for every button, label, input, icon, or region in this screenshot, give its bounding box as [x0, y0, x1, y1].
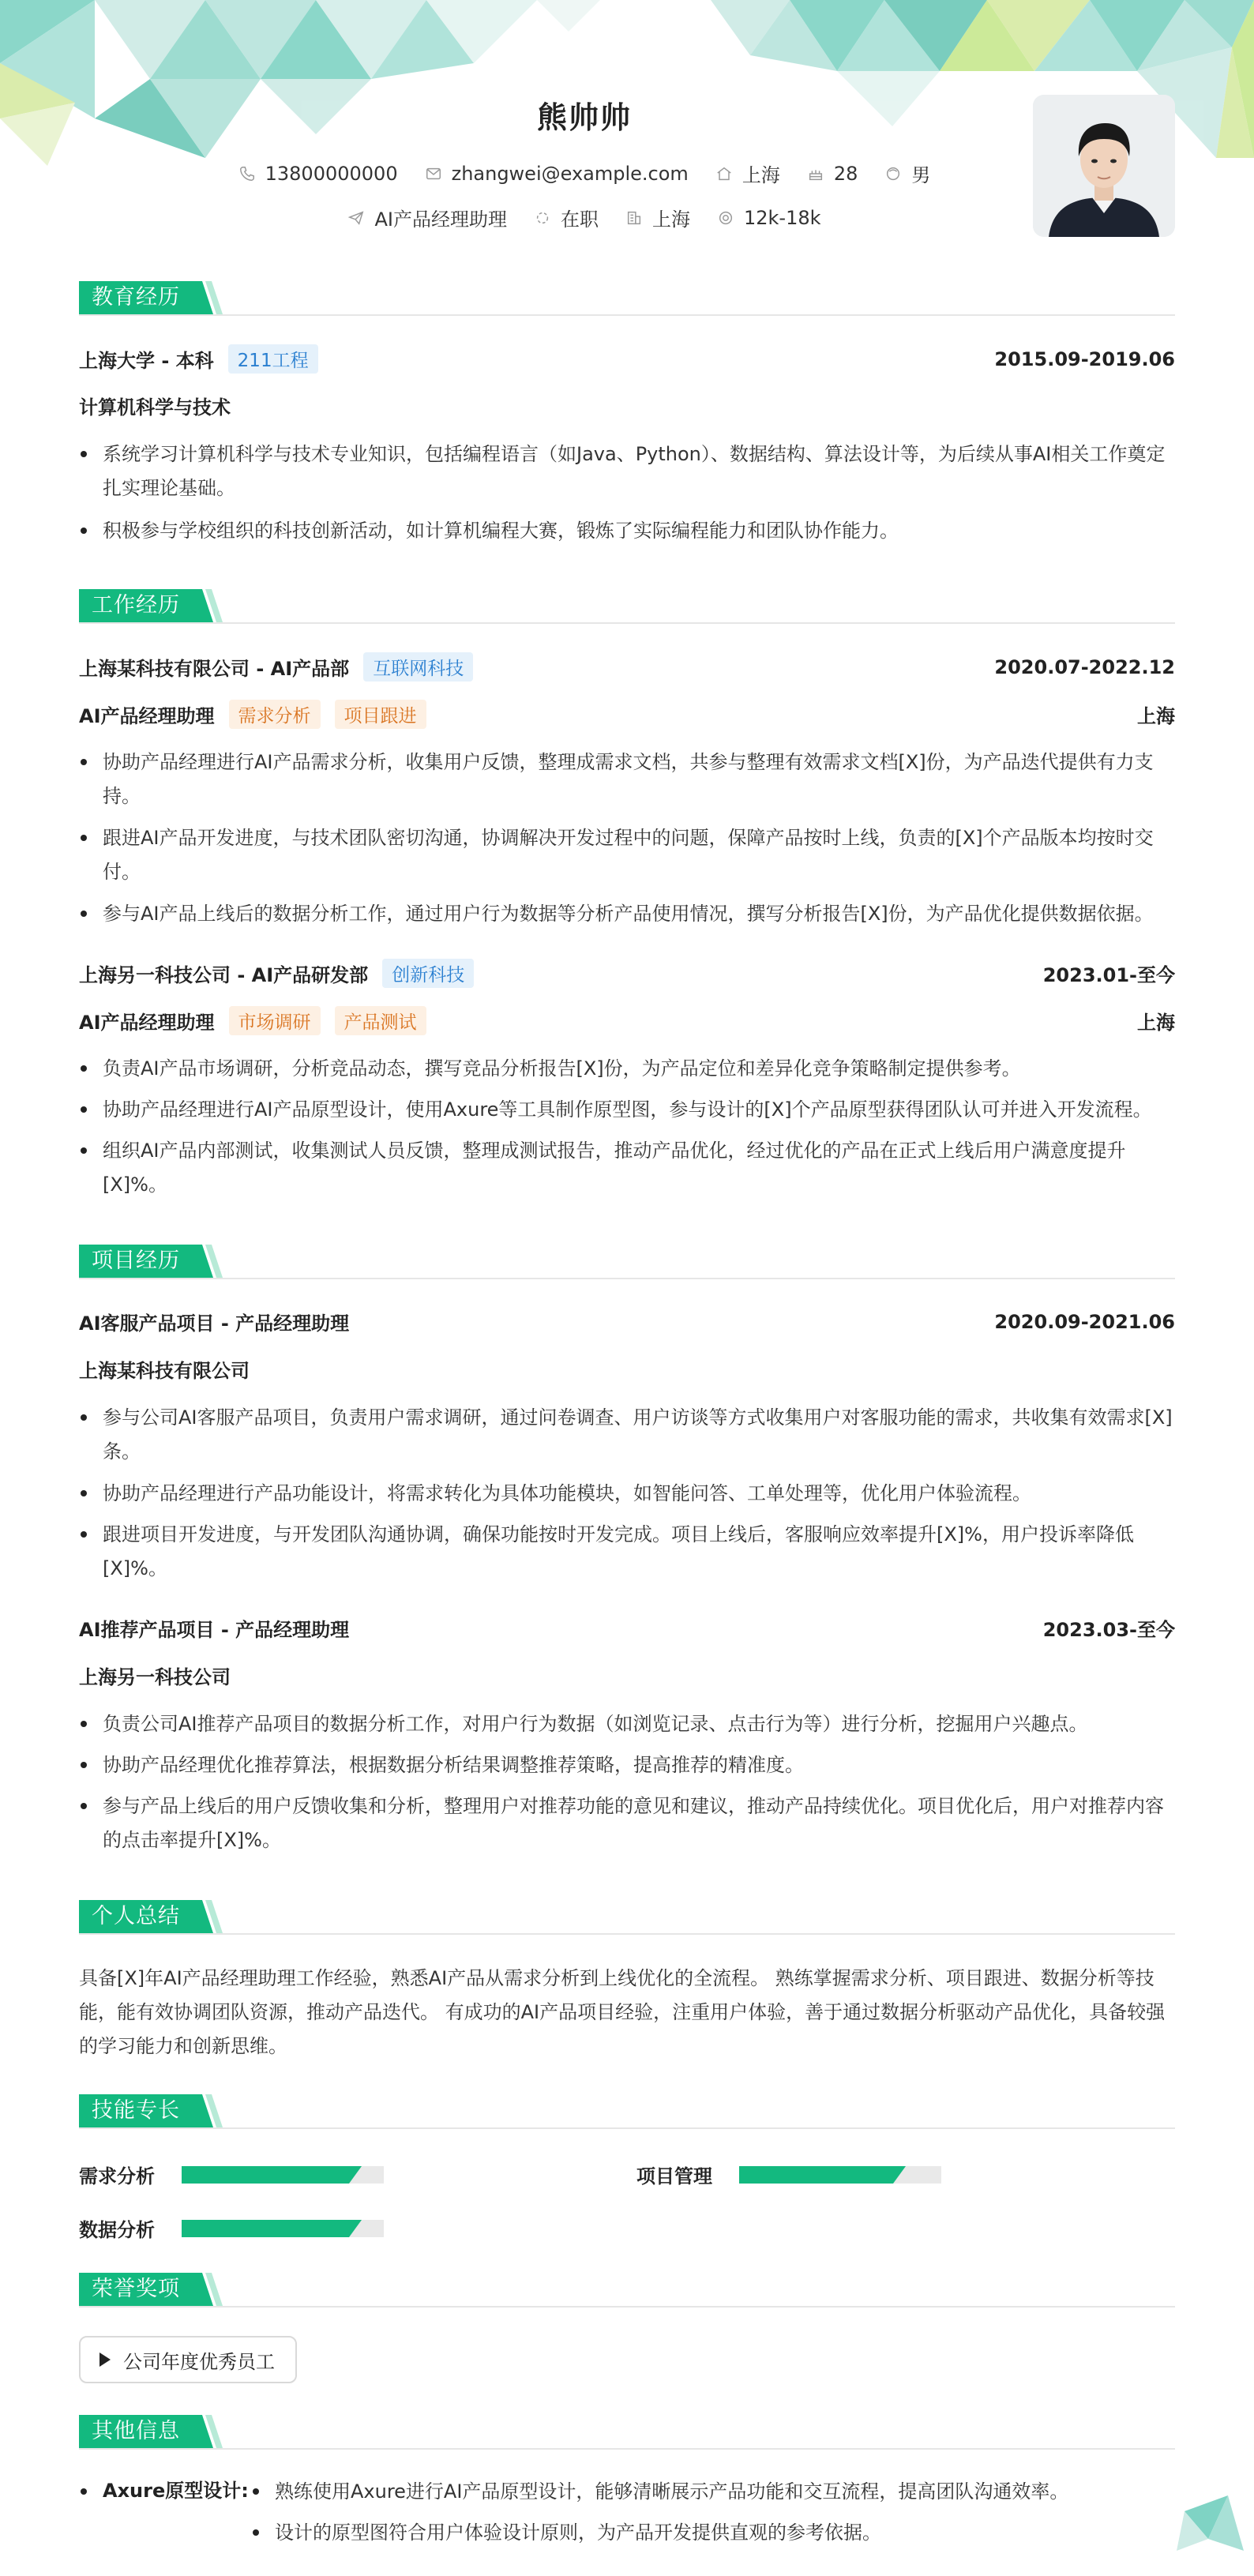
job-location: 上海 [1137, 705, 1175, 727]
project-company: 上海另一科技公司 [79, 1666, 231, 1688]
job-bullet: 参与AI产品上线后的数据分析工作，通过用户行为数据等分析产品使用情况，撰写分析报告[X]份，为产品优化提供数据依据。 [79, 897, 1175, 931]
section-divider [79, 2448, 1175, 2450]
project-company-row [79, 1662, 1175, 1689]
email-text: zhangwei@example.com [451, 162, 689, 185]
job-role-row [79, 700, 1175, 729]
phone-icon [238, 165, 256, 182]
other-section-header [79, 2415, 1175, 2448]
industry-tag: 创新科技 [382, 959, 474, 988]
company-name: 上海另一科技公司 - AI产品研发部 [79, 964, 369, 986]
candidate-name: 熊帅帅 [536, 100, 632, 135]
job-header-row [79, 652, 1175, 682]
school-name: 上海大学 - 本科 [79, 350, 214, 372]
section-divider [79, 2306, 1175, 2308]
skill-name: 项目管理 [636, 2165, 712, 2187]
section-tail-decoration [191, 281, 226, 314]
job-role: AI产品经理助理 [79, 1012, 215, 1034]
skill-fill [182, 2166, 349, 2184]
project-bullet: 参与公司AI客服产品项目，负责用户需求调研，通过问卷调查、用户访谈等方式收集用户对客服功能的需求，共收集有效需求[X]条。 [79, 1401, 1175, 1469]
mail-icon [425, 165, 442, 182]
section-title: 个人总结 [79, 1900, 193, 1933]
project-date: 2023.03-至今 [1042, 1619, 1175, 1641]
project-name: AI推荐产品项目 - 产品经理助理 [79, 1619, 350, 1641]
age-item [807, 163, 858, 185]
city-item [715, 160, 780, 187]
section-title: 教育经历 [79, 281, 193, 314]
target-city-text: 上海 [651, 208, 690, 231]
skill-tag: 产品测试 [335, 1006, 426, 1035]
job-bullet: 组织AI产品内部测试，收集测试人员反馈，整理成测试报告，推动产品优化，经过优化的产品在正式上线后用户满意度提升[X]%。 [79, 1134, 1175, 1202]
project-bullet: 协助产品经理优化推荐算法，根据数据分析结果调整推荐策略，提高推荐的精准度。 [79, 1748, 1175, 1782]
section-title: 荣誉奖项 [79, 2273, 193, 2306]
phone-text: 13800000000 [265, 162, 398, 185]
skill-tag: 需求分析 [229, 700, 321, 729]
award-text: 公司年度优秀员工 [123, 2350, 275, 2373]
section-title: 项目经历 [79, 1245, 193, 1278]
project-header-row [79, 1614, 1175, 1642]
section-divider [79, 1933, 1175, 1935]
job-intent-line [0, 204, 1169, 231]
play-icon [99, 2353, 111, 2367]
avatar-portrait [1033, 95, 1175, 237]
building-icon [625, 209, 643, 227]
education-section-header [79, 281, 1175, 314]
cake-icon [807, 165, 824, 182]
project-bullet: 参与产品上线后的用户反馈收集和分析，整理用户对推荐功能的意见和建议，推动产品持续优化。项目优化后，用户对推荐内容的点击率提升[X]%。 [79, 1789, 1175, 1857]
job-header-row [79, 959, 1175, 988]
job-bullet: 协助产品经理进行AI产品原型设计，使用Axure等工具制作原型图，参与设计的[X]个产品原型获得团队认可并进入开发流程。 [79, 1093, 1175, 1127]
contact-line [0, 160, 1169, 187]
section-title: 技能专长 [79, 2094, 193, 2127]
project-name: AI客服产品项目 - 产品经理助理 [79, 1312, 350, 1335]
gender-icon [884, 165, 902, 182]
project-section-header [79, 1245, 1175, 1278]
school-tag: 211工程 [228, 344, 318, 374]
send-icon [347, 209, 365, 227]
phone-item [238, 163, 398, 185]
other-label: Axure原型设计: [103, 2480, 249, 2502]
company-name: 上海某科技有限公司 - AI产品部 [79, 658, 350, 680]
age-text: 28 [833, 162, 858, 185]
education-bullet: 系统学习计算机科学与技术专业知识，包括编程语言（如Java、Python）、数据结构、算法设计等，为后续从事AI相关工作奠定扎实理论基础。 [79, 437, 1175, 505]
skill-bar [182, 2220, 384, 2237]
salary-text: 12k-18k [743, 206, 821, 229]
project-bullet: 跟进项目开发进度，与开发团队沟通协调，确保功能按时开发完成。项目上线后，客服响应效率提升[X]%，用户投诉率降低[X]%。 [79, 1518, 1175, 1586]
summary-text: 具备[X]年AI产品经理助理工作经验，熟悉AI产品从需求分析到上线优化的全流程。 熟练掌握需求分析、项目跟进、数据分析等技能，能有效协调团队资源，推动产品迭代。 有成功的AI产品项目经验，注重用户体验，善于通过数据分析驱动产品优化，具备较强的学习能力和创新思维。 [79, 1967, 1166, 2057]
skill-tag: 项目跟进 [335, 700, 426, 729]
section-divider [79, 622, 1175, 624]
skill-fill [739, 2166, 893, 2184]
position-item [347, 204, 507, 231]
other-label-bullet [81, 2488, 87, 2495]
education-header-row [79, 344, 1175, 374]
section-title: 其他信息 [79, 2415, 193, 2448]
skill-item [79, 2161, 384, 2188]
job-role-row [79, 1006, 1175, 1035]
other-item: 熟练使用Axure进行AI产品原型设计，能够清晰展示产品功能和交互流程，提高团队沟通效率。 [251, 2475, 1175, 2509]
skill-item [79, 2214, 384, 2242]
email-item [425, 163, 689, 185]
skill-bar [182, 2166, 384, 2184]
section-divider [79, 2127, 1175, 2129]
skill-name: 数据分析 [79, 2219, 155, 2241]
target-city-item [625, 204, 690, 231]
industry-tag: 互联网科技 [363, 652, 473, 682]
job-date: 2023.01-至今 [1042, 964, 1175, 986]
job-bullet: 跟进AI产品开发进度，与技术团队密切沟通，协调解决开发过程中的问题，保障产品按时上线，负责的[X]个产品版本均按时交付。 [79, 821, 1175, 889]
awards-section-header [79, 2273, 1175, 2306]
section-title: 工作经历 [79, 589, 193, 622]
job-role: AI产品经理助理 [79, 705, 215, 727]
project-date: 2020.09-2021.06 [994, 1310, 1175, 1333]
job-bullet: 负责AI产品市场调研，分析竞品动态，撰写竞品分析报告[X]份，为产品定位和差异化竞争策略制定提供参考。 [79, 1052, 1175, 1086]
job-location: 上海 [1137, 1012, 1175, 1034]
other-item: 设计的原型图符合用户体验设计原则，为产品开发提供直观的参考依据。 [251, 2516, 1175, 2550]
section-tail-decoration [191, 1900, 226, 1933]
gender-text: 男 [911, 164, 931, 186]
skills-section-header [79, 2094, 1175, 2127]
gender-item [884, 160, 930, 187]
home-icon [715, 165, 733, 182]
section-divider [79, 314, 1175, 316]
project-header-row [79, 1308, 1175, 1335]
salary-item [717, 207, 821, 229]
skill-bar [739, 2166, 941, 2184]
project-bullet: 协助产品经理进行产品功能设计，将需求转化为具体功能模块，如智能问答、工单处理等，优化用户体验流程。 [79, 1477, 1175, 1511]
major-row [79, 392, 1175, 419]
job-date: 2020.07-2022.12 [994, 655, 1175, 678]
city-text: 上海 [742, 164, 780, 186]
skill-item [636, 2161, 941, 2188]
section-tail-decoration [191, 2415, 226, 2448]
education-date: 2015.09-2019.06 [994, 347, 1175, 370]
summary-section-header [79, 1900, 1175, 1933]
avatar [1033, 95, 1175, 237]
section-tail-decoration [191, 1245, 226, 1278]
coin-icon [717, 209, 734, 227]
award-badge [79, 2336, 297, 2383]
status-icon [534, 209, 551, 227]
section-tail-decoration [191, 2273, 226, 2306]
status-item [534, 204, 599, 231]
major-name: 计算机科学与技术 [79, 396, 231, 419]
status-text: 在职 [560, 208, 599, 231]
skill-fill [182, 2220, 349, 2237]
position-text: AI产品经理助理 [374, 208, 507, 231]
project-company: 上海某科技有限公司 [79, 1360, 250, 1382]
section-tail-decoration [191, 2094, 226, 2127]
project-bullet: 负责公司AI推荐产品项目的数据分析工作，对用户行为数据（如浏览记录、点击行为等）进行分析，挖掘用户兴趣点。 [79, 1707, 1175, 1741]
work-section-header [79, 589, 1175, 622]
skill-tag: 市场调研 [229, 1006, 321, 1035]
section-tail-decoration [191, 589, 226, 622]
education-bullet: 积极参与学校组织的科技创新活动，如计算机编程大赛，锻炼了实际编程能力和团队协作能力。 [79, 514, 1175, 548]
section-divider [79, 1278, 1175, 1279]
skill-name: 需求分析 [79, 2165, 155, 2187]
job-bullet: 协助产品经理进行AI产品需求分析，收集用户反馈，整理成需求文档，共参与整理有效需求文档[X]份，为产品迭代提供有力支持。 [79, 745, 1175, 813]
project-company-row [79, 1355, 1175, 1383]
